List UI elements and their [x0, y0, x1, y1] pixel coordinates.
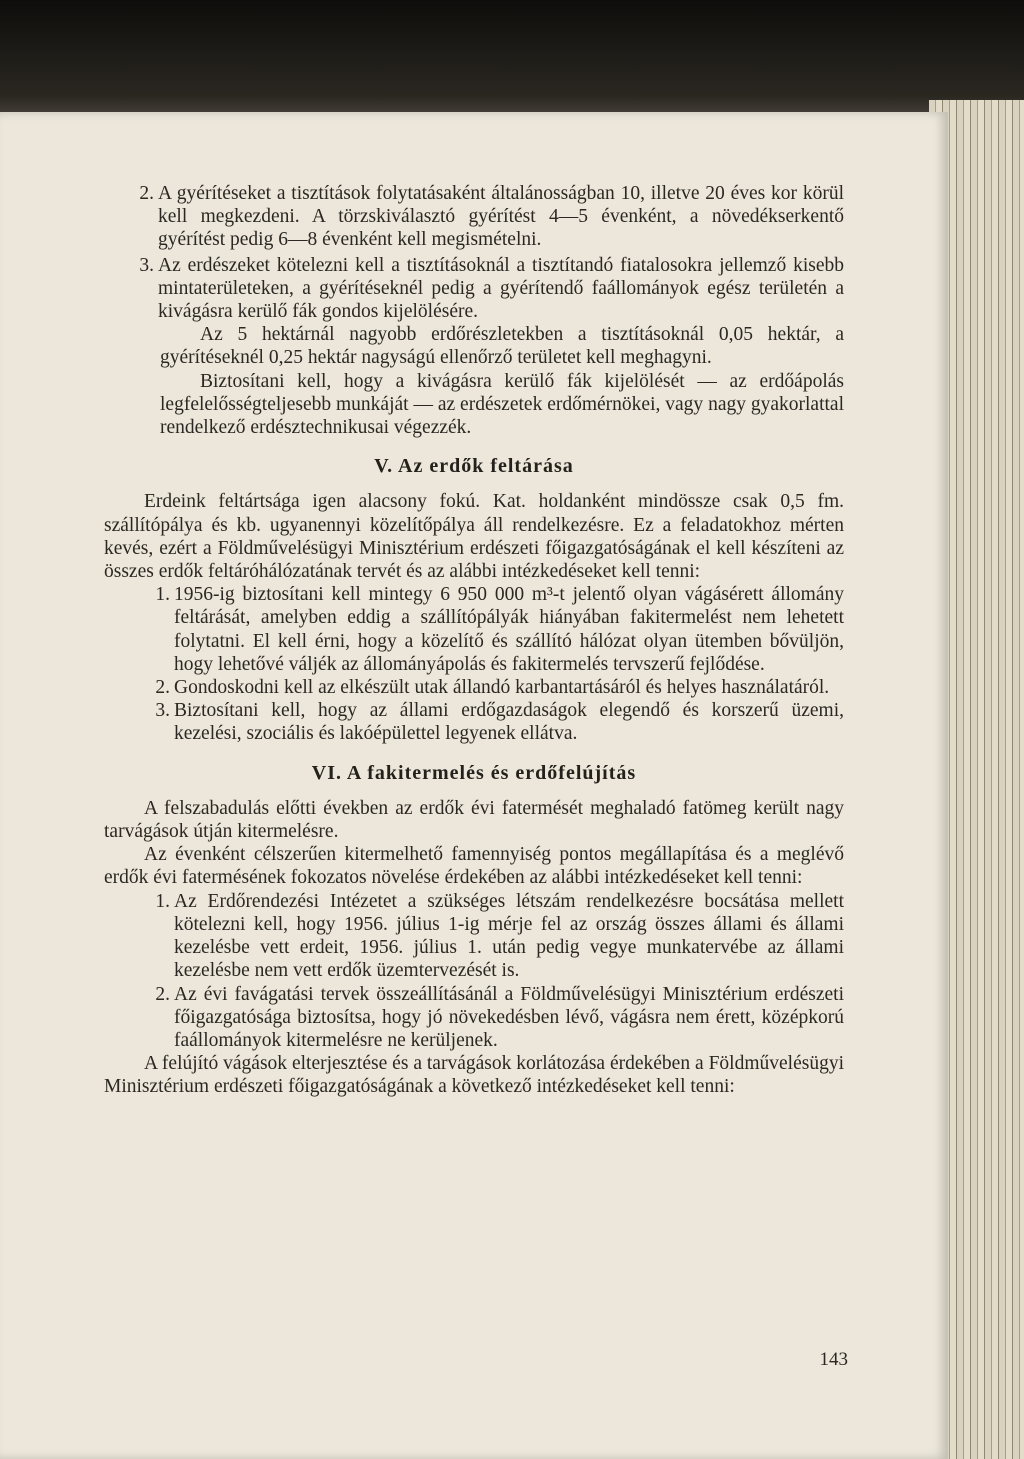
item-text: Az Erdőrendezési Intézetet a szükséges létszám rendelkezésre bocsátása mellett kötelezni kell, hogy 1956. július 1-ig mérje fel az ország összes állami és állami kezelésbe vett erdeit, 1956. július 1. után pedig vegye munkatervébe az állami kezelésbe nem vett erdők üzemtervezését is.: [174, 890, 844, 982]
list-item: [104, 676, 844, 699]
item-number: 1.: [155, 584, 170, 606]
item-text: Gondoskodni kell az elkészült utak állandó karbantartásáról és helyes használatáról.: [174, 677, 830, 699]
paragraph: Az 5 hektárnál nagyobb erdőrészletekben a tisztításoknál 0,05 hektár, a gyérítéseknél 0,25 hektár nagyságú ellenőrző területet kell meghagyni.: [160, 324, 844, 369]
page-number: 143: [819, 1349, 848, 1370]
list-item: [104, 182, 844, 252]
item-text: Az erdészeket kötelezni kell a tisztításoknál a tisztítandó fiatalosokra jellemző kisebb mintaterületeken, a gyérítéseknél pedig a gyérítendő faállományok egész területén a kivágásra kerülő fák gondos kijelölésére.: [158, 254, 844, 323]
item-number: 3.: [139, 254, 154, 276]
page-text: [104, 182, 844, 1099]
section-heading: V. Az erdők feltárása: [374, 455, 574, 478]
item-text: 1956-ig biztosítani kell mintegy 6 950 000 m³-t jelentő olyan vágásérett állomány feltárását, amelyben eddig a szállítópályák hiányában fakitermelést nem lehetett folytatni. El kell érni, hogy a közelítő és szállító hálózat olyan ütemben bővüljön, hogy lehetővé váljék az állományápolás és fakitermelés tervszerű fejlődése.: [174, 584, 844, 675]
paragraph: Biztosítani kell, hogy a kivágásra kerülő fák kijelölését — az erdőápolás legfelelősségteljesebb munkáját — az erdészetek erdőmérnökei, vagy nagy gyakorlattal rendelkező erdésztechnikusai végezzék.: [160, 370, 844, 439]
paragraph: A felszabadulás előtti években az erdők évi fatermését meghaladó fatömeg került nagy tarvágások útján kitermelésre.: [104, 797, 844, 843]
scan-background: [0, 0, 1024, 120]
list-item: [104, 699, 844, 745]
list-item: [104, 254, 844, 324]
section-heading: VI. A fakitermelés és erdőfelújítás: [311, 761, 637, 784]
paragraph: A felújító vágások elterjesztése és a tarvágások korlátozása érdekében a Földművelésügyi Minisztérium erdészeti főigazgatóságának a következő intézkedéseket kell tenni:: [104, 1053, 844, 1098]
paragraph: Erdeink feltártsága igen alacsony fokú. Kat. holdanként mindössze csak 0,5 fm. szállítópálya és kb. ugyanennyi közelítőpálya áll rendelkezésre. Ez a feladatokhoz mérten kevés, ezért a Földművelésügyi Minisztérium erdészeti főigazgatóságának el kell készíteni az összes erdők feltáróhálózatának tervét és az alábbi intézkedéseket kell tenni:: [104, 491, 844, 583]
item-text: Az évi favágatási tervek összeállításánál a Földművelésügyi Minisztérium erdészeti főigazgatósága biztosítsa, hogy jó növekedésben lévő, vágásra nem érett, középkorú faállományok kitermelésre ne kerüljenek.: [174, 983, 844, 1051]
item-number: 2.: [139, 183, 154, 204]
item-number: 1.: [155, 890, 170, 912]
item-text: Biztosítani kell, hogy az állami erdőgazdaságok elegendő és korszerű üzemi, kezelési, szociális és lakóépülettel legyenek ellátva.: [174, 700, 844, 745]
paragraph: Az évenként célszerűen kitermelhető famennyiség pontos megállapítása és a meglévő erdők évi fatermésének fokozatos növelése érdekében az alábbi intézkedéseket kell tenni:: [104, 844, 844, 889]
item-number: 2.: [155, 983, 170, 1005]
book-page: [0, 112, 948, 1459]
list-item: [104, 983, 844, 1053]
item-number: 3.: [155, 700, 170, 722]
list-item: [104, 890, 844, 983]
list-item: [104, 583, 844, 676]
item-number: 2.: [155, 677, 170, 699]
item-text: A gyérítéseket a tisztítások folytatásaként általánosságban 10, illetve 20 éves kor körül kell megkezdeni. A törzskiválasztó gyérítést 4—5 évenként, a növedékserkentő gyérítést pedig 6—8 évenként kell megismételni.: [158, 183, 844, 251]
